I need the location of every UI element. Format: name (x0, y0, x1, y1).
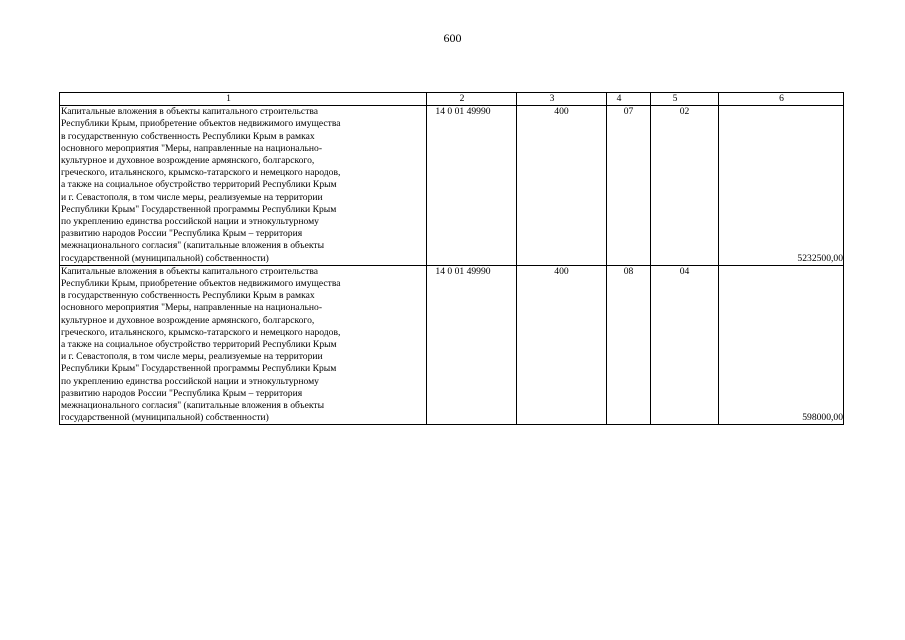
description-line: в государственную собственность Республики Крым в рамках (61, 290, 315, 302)
description-line: по укреплению единства российской нации и этнокультурному (61, 375, 319, 387)
budget-table (59, 92, 844, 425)
header-col-3: 3 (517, 93, 607, 106)
table-header-row (60, 93, 844, 106)
description-line: развитию народов России "Республика Крым – территория (61, 228, 303, 240)
header-col-1: 1 (60, 93, 427, 106)
description-line: межнационального согласия" (капитальные вложения в объекты (61, 400, 325, 412)
description-line: греческого, итальянского, крымско-татарского и немецкого народов, (61, 167, 341, 179)
description-line: по укреплению единства российской нации и этнокультурному (61, 216, 319, 228)
row-amount: 5232500,00 (719, 106, 844, 266)
header-col-2: 2 (427, 93, 517, 106)
description-line: Республики Крым" Государственной программы Республики Крым (61, 203, 337, 215)
description-line: государственной (муниципальной) собственности) (61, 412, 269, 424)
row-description (60, 106, 427, 266)
description-line: государственной (муниципальной) собственности) (61, 252, 269, 264)
table-row (60, 265, 844, 425)
page-number: 600 (443, 31, 462, 45)
row-expense-type: 400 (517, 265, 607, 425)
description-line: развитию народов России "Республика Крым – территория (61, 387, 303, 399)
row-subsection: 04 (651, 265, 719, 425)
description-line: Республики Крым" Государственной программы Республики Крым (61, 363, 337, 375)
description-line: Республики Крым, приобретение объектов недвижимого имущества (61, 118, 341, 130)
description-line: межнационального согласия" (капитальные вложения в объекты (61, 240, 325, 252)
row-expense-type: 400 (517, 106, 607, 266)
description-line: Республики Крым, приобретение объектов недвижимого имущества (61, 278, 341, 290)
description-line: основного мероприятия "Меры, направленные на национально- (61, 142, 323, 154)
row-subsection: 02 (651, 106, 719, 266)
row-target-code: 14 0 01 49990 (427, 106, 517, 266)
row-description (60, 265, 427, 425)
description-line: культурное и духовное возрождение армянского, болгарского, (61, 314, 315, 326)
header-col-5: 5 (651, 93, 719, 106)
row-amount: 598000,00 (719, 265, 844, 425)
row-section: 07 (607, 106, 651, 266)
row-section: 08 (607, 265, 651, 425)
description-line: в государственную собственность Республики Крым в рамках (61, 130, 315, 142)
description-line: Капитальные вложения в объекты капитального строительства (61, 106, 319, 118)
table-row (60, 106, 844, 266)
description-line: греческого, итальянского, крымско-татарского и немецкого народов, (61, 326, 341, 338)
description-line: культурное и духовное возрождение армянского, болгарского, (61, 155, 315, 167)
row-target-code: 14 0 01 49990 (427, 265, 517, 425)
description-line: и г. Севастополя, в том числе меры, реализуемые на территории (61, 191, 323, 203)
description-line: основного мероприятия "Меры, направленные на национально- (61, 302, 323, 314)
description-line: и г. Севастополя, в том числе меры, реализуемые на территории (61, 351, 323, 363)
description-line: а также на социальное обустройство территорий Республики Крым (61, 339, 337, 351)
header-col-4: 4 (607, 93, 651, 106)
header-col-6: 6 (719, 93, 844, 106)
description-line: а также на социальное обустройство территорий Республики Крым (61, 179, 337, 191)
description-line: Капитальные вложения в объекты капитального строительства (61, 265, 319, 277)
